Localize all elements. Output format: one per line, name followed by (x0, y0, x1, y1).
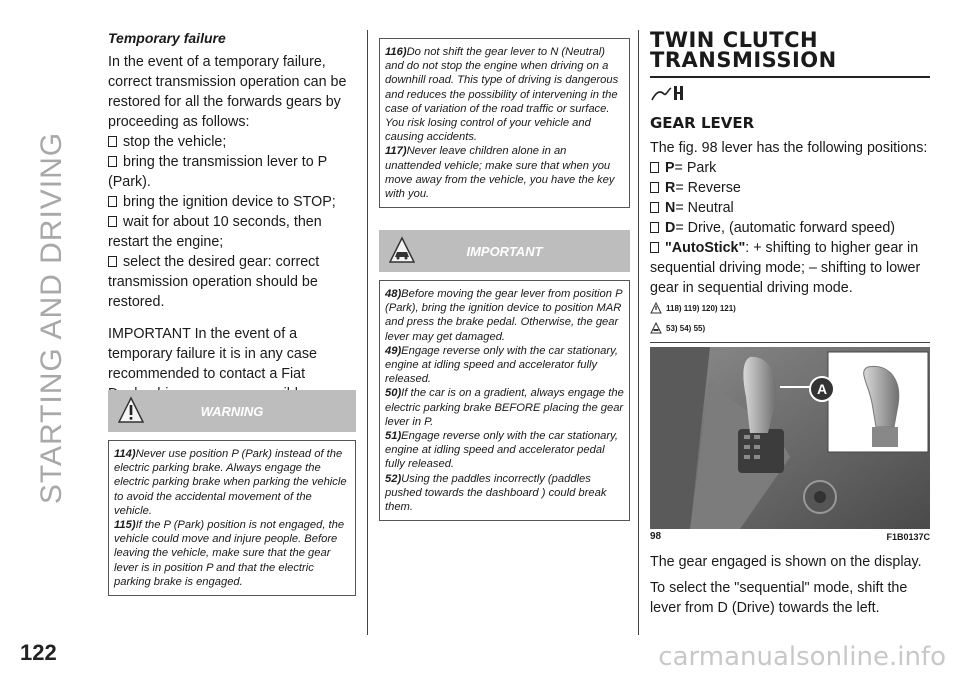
note-item: 51)Engage reverse only with the car stationary, engine at idling speed and accelerator pedal fully released. (385, 430, 618, 471)
list-item: select the desired gear: correct transmission operation should be restored. (108, 254, 320, 310)
checkbox-icon (650, 222, 659, 233)
important-box (379, 230, 630, 521)
title-rule (650, 76, 930, 78)
checkbox-icon (108, 156, 117, 167)
important-header (379, 230, 630, 272)
watermark: carmanualsonline.info (658, 642, 946, 672)
transmission-icon (650, 84, 930, 104)
note-item: 116)Do not shift the gear lever to N (Neutral) and do not stop the engine when driving on a downhill road. This type of driving is dangerous and reduces the possibility of intervening in the case of variation of the road traffic or surface. You risk losing control of your vehicle and causing accidents. (385, 46, 619, 144)
steps-list (108, 132, 358, 312)
list-item: D= Drive, (automatic forward speed) (650, 218, 930, 238)
display-paragraph: The gear engaged is shown on the display. (650, 554, 922, 570)
chapter-side-title: STARTING AND DRIVING (35, 131, 68, 505)
list-item: "AutoStick": + shifting to higher gear in sequential driving mode; – shifting to lower gear in sequential driving mode. (650, 240, 921, 296)
warning-triangle-icon (118, 396, 144, 427)
checkbox-icon (650, 182, 659, 193)
checkbox-icon (650, 242, 659, 253)
positions-list (650, 158, 930, 298)
warning-refs: 118) 119) 120) 121) (650, 302, 930, 314)
list-item: wait for about 10 seconds, then restart the engine; (108, 214, 322, 250)
positions-intro: The fig. 98 lever has the following positions: (650, 140, 928, 156)
note-item: 50)If the car is on a gradient, always engage the electric parking brake BEFORE placing the gear lever in P. (385, 387, 624, 428)
car-damage-icon (650, 322, 662, 334)
figure-callout-label: A (816, 381, 828, 397)
checkbox-icon (650, 202, 659, 213)
column-divider-right (638, 30, 639, 635)
note-item: 117)Never leave children alone in an unattended vehicle; make sure that when you move away from the vehicle, you have the key with you. (385, 145, 615, 201)
intro-paragraph: In the event of a temporary failure, correct transmission operation can be restored for all the forwards gears by proceeding as follows: (108, 54, 347, 130)
page-number: 122 (20, 640, 57, 665)
important-paragraph: IMPORTANT In the event of a temporary failure it is in any case recommended to contact a Fiat (108, 326, 317, 382)
checkbox-icon (108, 216, 117, 227)
section-heading: Temporary failure (108, 30, 226, 46)
checkbox-icon (650, 162, 659, 173)
warning-notes (108, 440, 356, 596)
warning-header (108, 390, 356, 432)
figure-number: 98 (650, 531, 662, 542)
important-notes (379, 280, 630, 521)
warning-title: WARNING (200, 403, 264, 419)
list-item: N= Neutral (650, 198, 930, 218)
sequential-paragraph: To select the "sequential" mode, shift the lever from D (Drive) towards the left. (650, 580, 908, 616)
checkbox-icon (108, 196, 117, 207)
list-item: stop the vehicle; (108, 132, 358, 152)
checkbox-icon (108, 256, 117, 267)
list-item: R= Reverse (650, 178, 930, 198)
column-right (650, 30, 930, 618)
list-item: bring the transmission lever to P (Park). (108, 154, 327, 190)
warning-box (108, 390, 356, 596)
important-refs: 53) 54) 55) (650, 322, 930, 334)
section-title-line2: TRANSMISSION (650, 48, 837, 72)
figure-code: F1B0137C (886, 531, 930, 542)
gear-lever-illustration (650, 347, 930, 529)
car-damage-icon (389, 236, 415, 267)
note-item: 48)Before moving the gear lever from position P (Park), bring the ignition device to position MAR and press the brake pedal. Otherwise, the gear lever may get damaged. (385, 288, 623, 343)
gear-lever-heading: GEAR LEVER (650, 114, 755, 132)
checkbox-icon (108, 136, 117, 147)
note-item: 49)Engage reverse only with the car stationary, engine at idling speed and accelerator fully released. (385, 344, 618, 386)
gear-lever-figure (650, 347, 930, 529)
list-item: P= Park (650, 158, 930, 178)
note-item: 52)Using the paddles incorrectly (paddles pushed towards the dashboard ) could break them. (385, 472, 607, 514)
figure-caption (650, 531, 930, 542)
note-item: 114)Never use position P (Park) instead of the electric parking brake. Always engage the electric parking brake when parking the vehicle to avoid the accidental movement of the vehicle. (114, 448, 347, 517)
important-title: IMPORTANT (466, 243, 543, 259)
warning-triangle-icon (650, 302, 662, 314)
note-item: 115)If the P (Park) position is not engaged, the vehicle could move and injure people. Before leaving the vehicle, make sure that the gear lever is in position P and that the electric parking brake is engaged. (114, 519, 345, 588)
column-left (108, 30, 358, 404)
list-item: bring the ignition device to STOP; (108, 192, 358, 212)
continued-warning-notes (379, 38, 630, 208)
section-title-line1: TWIN CLUTCH (650, 28, 819, 52)
column-divider-left (367, 30, 368, 635)
